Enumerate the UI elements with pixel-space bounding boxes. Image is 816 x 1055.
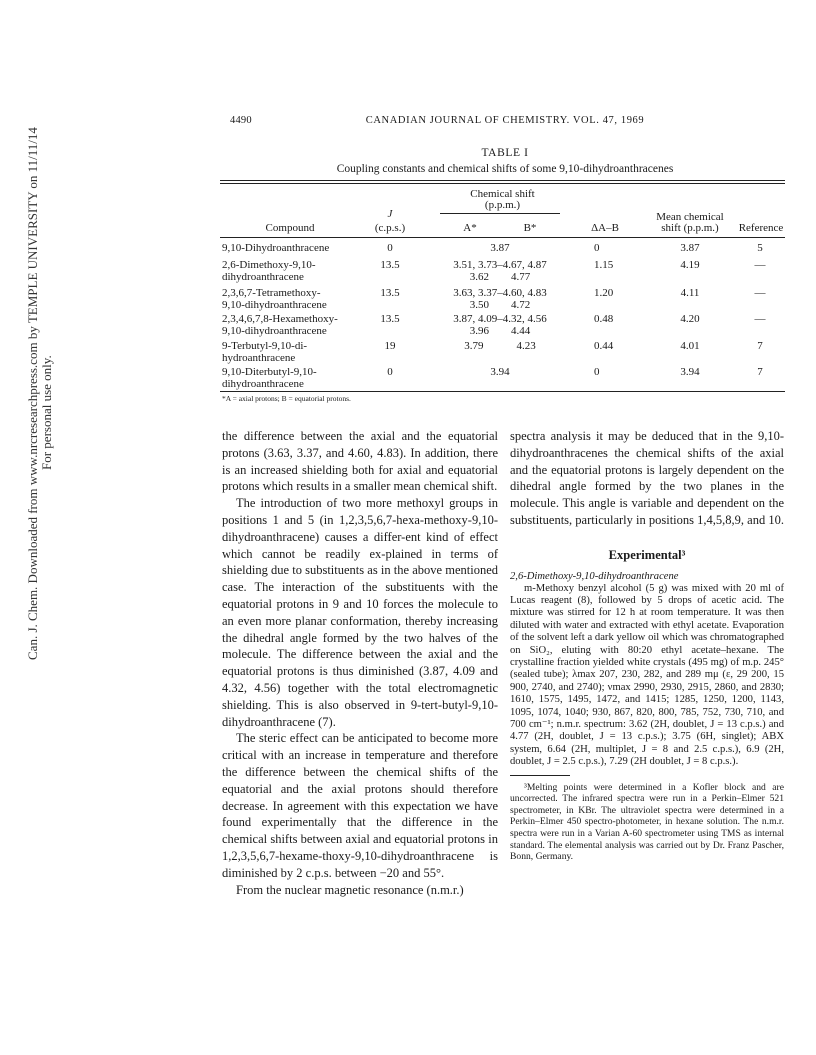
shift-average: 3.62 4.77 [469, 271, 531, 283]
j-value: 13.5 [380, 259, 400, 271]
download-notice-sidebar [0, 0, 62, 1055]
shift-value: 3.87, 4.09–4.32, 4.56 [453, 313, 547, 325]
table-footnote: *A = axial protons; B = equatorial protons. [222, 394, 351, 403]
header-mean1: Mean chemical [656, 211, 724, 223]
mean-value: 4.01 [680, 340, 700, 352]
compound-line2: 9,10-dihydroanthracene [222, 325, 327, 337]
shift-average: 3.96 4.44 [469, 325, 531, 337]
paragraph: The steric effect can be anticipated to become more critical with an increase in temperature and therefore the difference between the chemical shifts of the equatorial and the axial protons should therefore decrease. In agreement with this expectation we have found experimentally that the difference in the chemical shifts between axial and equatorial protons in 1,2,3,5,6,7-hexame-thoxy-9,10-dihydroanthracene is diminished by 2 c.p.s. between −20 and 55°. [222, 731, 498, 880]
compound-line1: 2,3,6,7-Tetramethoxy- [222, 287, 321, 299]
compound-line1: 9,10-Dihydroanthracene [222, 242, 330, 254]
shift-average: 3.50 4.72 [469, 299, 531, 311]
shift-value: 3.94 [490, 366, 510, 378]
shift-value: 3.79 4.23 [464, 340, 536, 352]
footnote-rule [510, 775, 570, 776]
delta-value: 0.44 [594, 340, 614, 352]
table-row [222, 340, 362, 364]
delta-value: 0.48 [594, 313, 614, 325]
compound-line2: dihydroanthracene [222, 271, 304, 283]
download-notice-line2: For personal use only. [39, 355, 54, 470]
paragraph: From the nuclear magnetic resonance (n.m.r.) [236, 882, 464, 897]
journal-title: CANADIAN JOURNAL OF CHEMISTRY. VOL. 47, 1969 [365, 115, 645, 126]
table-top-rule [220, 180, 785, 181]
table-row [222, 259, 362, 283]
experimental-footnote: ³Melting points were determined in a Kofler block and are uncorrected. The infrared spectra were run in a Perkin–Elmer 521 spectrometer, in KBr. The ultraviolet spectra were determined in a Perkin–Elmer 450 spectro-photometer, in hexane solution. The n.m.r. spectra were run in a Varian A-60 spectrometer using TMS as internal standard. The elemental analysis was carried out by Dr. Franz Pascher, Bonn, Germany. [510, 781, 784, 863]
delta-value: 1.20 [594, 287, 614, 299]
table-header-rule [220, 237, 785, 238]
table-top-rule-2 [220, 183, 785, 184]
header-mean2: shift (p.p.m.) [661, 222, 719, 234]
reference-value: 7 [757, 366, 763, 378]
delta-value: 1.15 [594, 259, 614, 271]
mean-value: 4.19 [680, 259, 700, 271]
compound-line1: 2,6-Dimethoxy-9,10- [222, 259, 316, 271]
subsection-title: 2,6-Dimethoxy-9,10-dihydroanthracene [510, 570, 679, 582]
table-bottom-rule [220, 391, 785, 392]
header-j: J [387, 208, 393, 220]
header-a: A* [463, 222, 477, 234]
table-row [222, 287, 362, 311]
delta-value: 0 [594, 242, 600, 254]
header-reference: Reference [738, 222, 784, 234]
download-notice-line1: Can. J. Chem. Downloaded from www.nrcresearchpress.com by TEMPLE UNIVERSITY on 11/11/14 [25, 127, 40, 660]
mean-value: 4.20 [680, 313, 700, 325]
paragraph: spectra analysis it may be deduced that in the 9,10-dihydroanthracenes the chemical shifts of the axial and the equatorial protons is largely dependent on the dihedral angle formed by the two planes in the molecule. This angle is variable and dependent on the substituents, particularly in positions 1,4,5,8,9, and 10. [510, 429, 784, 527]
compound-line1: 9-Terbutyl-9,10-di- [222, 340, 308, 352]
shift-subrule [440, 213, 560, 214]
running-header [230, 115, 780, 129]
compound-line2: 9,10-dihydroanthracene [222, 299, 327, 311]
mean-value: 4.11 [680, 287, 700, 299]
header-shift-unit: (p.p.m.) [484, 199, 521, 211]
table-label: TABLE I [481, 147, 529, 159]
j-value: 0 [387, 242, 393, 254]
paragraph: The introduction of two more methoxyl groups in positions 1 and 5 (in 1,2,3,5,6,7-hexa-methoxy-9,10-dihydroanthracene) causes a differ-ent kind of effect which cannot be readily ex-plained in terms of shielding due to substituents as in the above mentioned case. The interaction of the substituents with the equatorial protons in 9 and 10 forces the molecule to an even more planar conformation, thereby increasing the dihedral angle formed by the two halves of the molecule. The difference between the axial and the equatorial protons is thus diminished (3.87, 4.09 and 4.32, 4.56) together with the total electromagnetic shielding. This is also observed in 9-tert-butyl-9,10-dihydroanthracene (7). [222, 496, 498, 729]
experimental-procedure: m-Methoxy benzyl alcohol (5 g) was mixed with 20 ml of Lucas reagent (8), followed by 5 drops of acetic acid. The mixture was stirred for 12 h at room temperature. It was then diluted with water and extracted with ethyl acetate. Evaporation of the solvent left a dark yellow oil which was chromatographed on SiO₂, eluting with 80:20 ethyl acetate–hexane. The crystalline fraction yielded white crystals (495 mg) of m.p. 245° (sealed tube); λmax 207, 230, 282, and 289 mμ (ε, 29 200, 15 900, 2740, and 2740); νmax 2990, 2930, 2915, 2860, and 2830; 1610, 1575, 1495, 1472, and 1415; 1285, 1250, 1200, 1143, 1095, 1074, 1040; 930, 867, 820, 800, 785, 752, 730, 710, and 700 cm⁻¹; n.m.r. spectrum: 3.62 (2H, doublet, J = 13 c.p.s.) and 4.77 (2H, doublet, J = 13 c.p.s.); 3.75 (6H, singlet); ABX system, 6.64 (2H, multiplet, J = 8 and 2.5 c.p.s.), 6.9 (2H, doublet, J = 2.5 c.p.s.), 7.29 (2H doublet, J = 8 c.p.s.). [510, 582, 784, 768]
j-value: 0 [387, 366, 393, 378]
compound-line1: 9,10-Diterbutyl-9,10- [222, 366, 317, 378]
shift-value: 3.51, 3.73–4.67, 4.87 [453, 259, 547, 271]
header-compound: Compound [265, 222, 315, 234]
reference-value: — [754, 313, 766, 325]
mean-value: 3.87 [680, 242, 700, 254]
header-delta: ΔA–B [591, 222, 619, 234]
reference-value: — [754, 287, 766, 299]
table-row [222, 313, 362, 337]
header-shift: Chemical shift [470, 188, 535, 200]
page-number: 4490 [230, 115, 252, 126]
compound-line2: dihydroanthracene [222, 378, 304, 390]
table-caption: Coupling constants and chemical shifts of some 9,10-dihydroanthracenes [336, 163, 674, 175]
header-j-unit: (c.p.s.) [374, 222, 406, 234]
left-column [222, 428, 498, 898]
table-row [222, 242, 362, 254]
reference-value: 5 [757, 242, 763, 254]
delta-value: 0 [594, 366, 600, 378]
reference-value: — [754, 259, 766, 271]
header-b: B* [523, 222, 537, 234]
mean-value: 3.94 [680, 366, 700, 378]
download-notice [26, 127, 54, 660]
compound-line2: hydroanthracene [222, 352, 296, 364]
shift-value: 3.87 [490, 242, 510, 254]
shift-value: 3.63, 3.37–4.60, 4.83 [453, 287, 547, 299]
j-value: 19 [384, 340, 396, 352]
right-column [510, 428, 784, 863]
section-title: Experimental³ [608, 547, 686, 562]
paragraph: the difference between the axial and the equatorial protons (3.63, 3.37, and 4.60, 4.83). In addition, there is an increased shielding both for axial and equatorial protons which results in a smaller mean chemical shift. [222, 429, 498, 494]
j-value: 13.5 [380, 287, 400, 299]
table-row [222, 366, 362, 390]
compound-line1: 2,3,4,6,7,8-Hexamethoxy- [222, 313, 338, 325]
reference-value: 7 [757, 340, 763, 352]
j-value: 13.5 [380, 313, 400, 325]
